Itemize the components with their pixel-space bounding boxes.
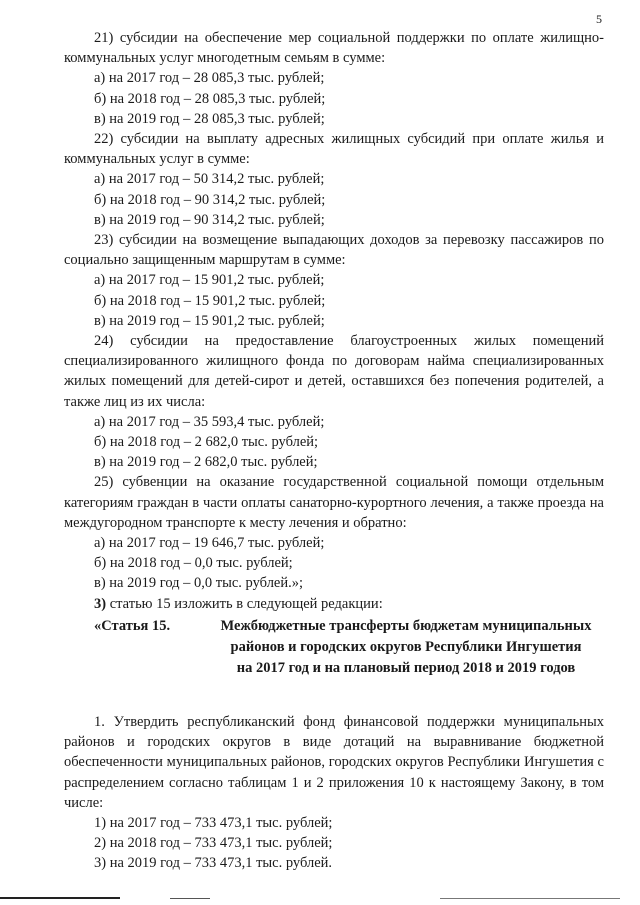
section-heading-25: 25) субвенции на оказание государственной социальной помощи отдельным категориям граждан в части оплаты санаторно-курортного лечения, а также проезда на междугородном транспорте к месту лечения и обратно: — [64, 474, 604, 531]
article-title — [206, 616, 606, 679]
section-heading-24: 24) субсидии на предоставление благоустроенных жилых помещений специализированного жилищного фонда по договорам найма специализированных жилых помещений для детей-сирот и детей, оставшихся без попечения родителей, а также лиц из их числа: — [64, 333, 604, 410]
section-23-item-a: а) на 2017 год – 15 901,2 тыс. рублей; — [94, 272, 325, 289]
clause-1-item-3: 3) на 2019 год – 733 473,1 тыс. рублей. — [94, 855, 333, 872]
section-heading-23: 23) субсидии на возмещение выпадающих доходов за перевозку пассажиров по социально защищенным маршрутам в сумме: — [64, 232, 604, 269]
amendment-instruction — [64, 594, 604, 614]
section-22-item-b: б) на 2018 год – 90 314,2 тыс. рублей; — [94, 191, 326, 208]
scan-edge-line-right — [440, 898, 620, 899]
scan-edge-line — [0, 897, 120, 899]
scan-edge-mark — [170, 898, 210, 899]
amendment-number: 3) — [94, 595, 107, 612]
page-number: 5 — [596, 12, 602, 26]
section-23-item-c: в) на 2019 год – 15 901,2 тыс. рублей; — [94, 312, 325, 329]
section-25-item-c: в) на 2019 год – 0,0 тыс. рублей.»; — [94, 575, 304, 592]
section-22-item-a: а) на 2017 год – 50 314,2 тыс. рублей; — [94, 171, 325, 188]
article-title-line-2: районов и городских округов Республики Ингушетия — [230, 638, 582, 655]
section-21-item-c: в) на 2019 год – 28 085,3 тыс. рублей; — [94, 110, 325, 127]
section-heading-21: 21) субсидии на обеспечение мер социальной поддержки по оплате жилищно-коммунальных услуг многодетным семьям в сумме: — [64, 30, 604, 67]
section-23-item-b: б) на 2018 год – 15 901,2 тыс. рублей; — [94, 292, 326, 309]
clause-1-item-1: 1) на 2017 год – 733 473,1 тыс. рублей; — [94, 814, 333, 831]
article-title-line-1: Межбюджетные трансферты бюджетам муниципальных — [220, 617, 592, 634]
section-24-item-b: б) на 2018 год – 2 682,0 тыс. рублей; — [94, 434, 319, 451]
section-21-item-b: б) на 2018 год – 28 085,3 тыс. рублей; — [94, 90, 326, 107]
section-22-item-c: в) на 2019 год – 90 314,2 тыс. рублей; — [94, 211, 325, 228]
section-24-item-a: а) на 2017 год – 35 593,4 тыс. рублей; — [94, 413, 325, 430]
section-25-item-a: а) на 2017 год – 19 646,7 тыс. рублей; — [94, 535, 325, 552]
section-24-item-c: в) на 2019 год – 2 682,0 тыс. рублей; — [94, 454, 318, 471]
section-heading-22: 22) субсидии на выплату адресных жилищных субсидий при оплате жилья и коммунальных услуг в сумме: — [64, 131, 604, 168]
article-label: «Статья 15. — [94, 617, 171, 634]
document-body — [64, 28, 604, 874]
section-21-item-a: а) на 2017 год – 28 085,3 тыс. рублей; — [94, 70, 325, 87]
clause-1-text: 1. Утвердить республиканский фонд финансовой поддержки муниципальных районов и городских округов в виде дотаций на выравнивание бюджетной обеспеченности муниципальных районов, городских округов Республики Ингушетия с распределением согласно таблицам 1 и 2 приложения 10 к настоящему Закону, в том числе: — [64, 713, 604, 811]
article-title-line-3: на 2017 год и на плановый период 2018 и 2019 годов — [236, 659, 576, 676]
amendment-text: статью 15 изложить в следующей редакции: — [106, 595, 383, 612]
clause-1-item-2: 2) на 2018 год – 733 473,1 тыс. рублей; — [94, 835, 333, 852]
section-25-item-b: б) на 2018 год – 0,0 тыс. рублей; — [94, 555, 293, 572]
article-heading — [64, 616, 604, 680]
